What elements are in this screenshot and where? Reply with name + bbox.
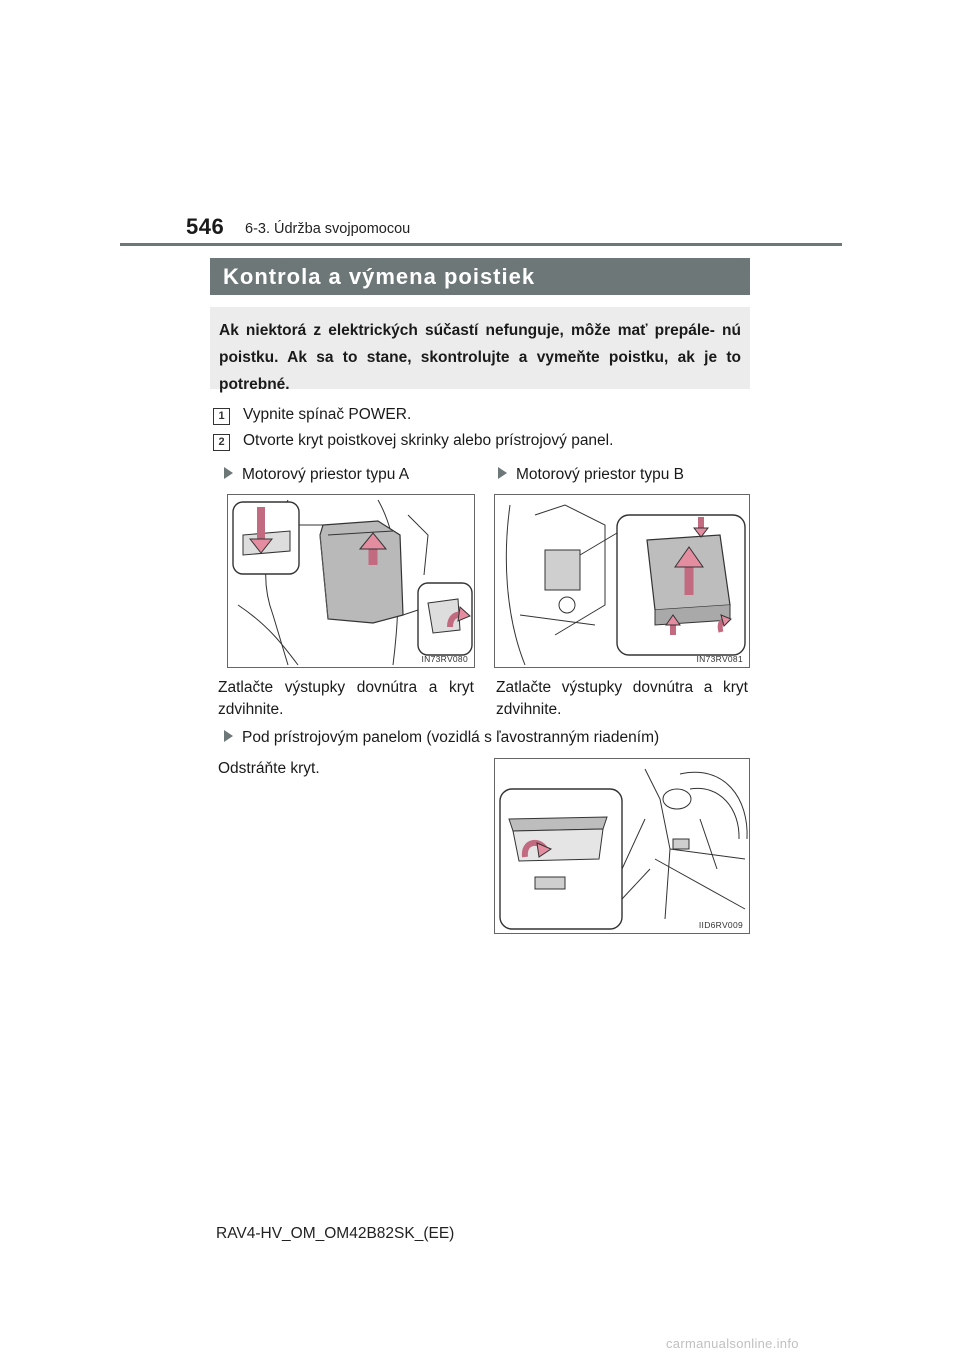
- page-number: 546: [186, 214, 225, 239]
- figure-b-caption: Zatlačte výstupky dovnútra a kryt zdvihnite.: [496, 679, 748, 718]
- figure-a-heading: [224, 466, 409, 484]
- figure-b-heading: [498, 466, 684, 484]
- triangle-bullet-icon: [224, 730, 233, 742]
- page-title: Kontrola a výmena poistiek: [210, 258, 750, 295]
- section-title: 6-3. Údržba svojpomocou: [245, 221, 411, 237]
- instrument-panel-illustration: [495, 759, 749, 933]
- document-code: RAV4-HV_OM_OM42B82SK_(EE): [216, 1225, 455, 1242]
- figure-c-caption: Odstráňte kryt.: [218, 760, 320, 777]
- triangle-bullet-icon: [498, 467, 507, 479]
- header-rule: [120, 243, 842, 246]
- triangle-bullet-icon: [224, 467, 233, 479]
- watermark: carmanualsonline.info: [666, 1336, 799, 1351]
- engine-bay-b-illustration: [495, 495, 749, 667]
- figure-a-heading-text: Motorový priestor typu A: [242, 466, 410, 483]
- figure-c-instrument-panel: [494, 758, 750, 934]
- step-text-1: Vypnite spínač POWER.: [243, 406, 412, 423]
- figure-c-code: IID6RV009: [698, 920, 743, 930]
- figure-c-heading: [224, 729, 659, 747]
- figure-b-code: IN73RV081: [696, 654, 743, 664]
- engine-bay-a-illustration: [228, 495, 474, 667]
- step-number-2: 2: [213, 434, 230, 451]
- step-number-1: 1: [213, 408, 230, 425]
- figure-a-code: IN73RV080: [421, 654, 468, 664]
- figure-a-caption: Zatlačte výstupky dovnútra a kryt zdvihnite.: [218, 679, 474, 718]
- figure-b-engine-fuse-box: [494, 494, 750, 668]
- figure-c-heading-text: Pod prístrojovým panelom (vozidlá s ľavostranným riadením): [242, 729, 660, 746]
- step-text-2: Otvorte kryt poistkovej skrinky alebo prístrojový panel.: [243, 432, 614, 449]
- intro-box: Ak niektorá z elektrických súčastí nefunguje, môže mať prepále- nú poistku. Ak sa to stane, skontrolujte a vymeňte poistku, ak je to potrebné.: [210, 307, 750, 389]
- figure-b-heading-text: Motorový priestor typu B: [516, 466, 684, 483]
- figure-a-engine-fuse-box: [227, 494, 475, 668]
